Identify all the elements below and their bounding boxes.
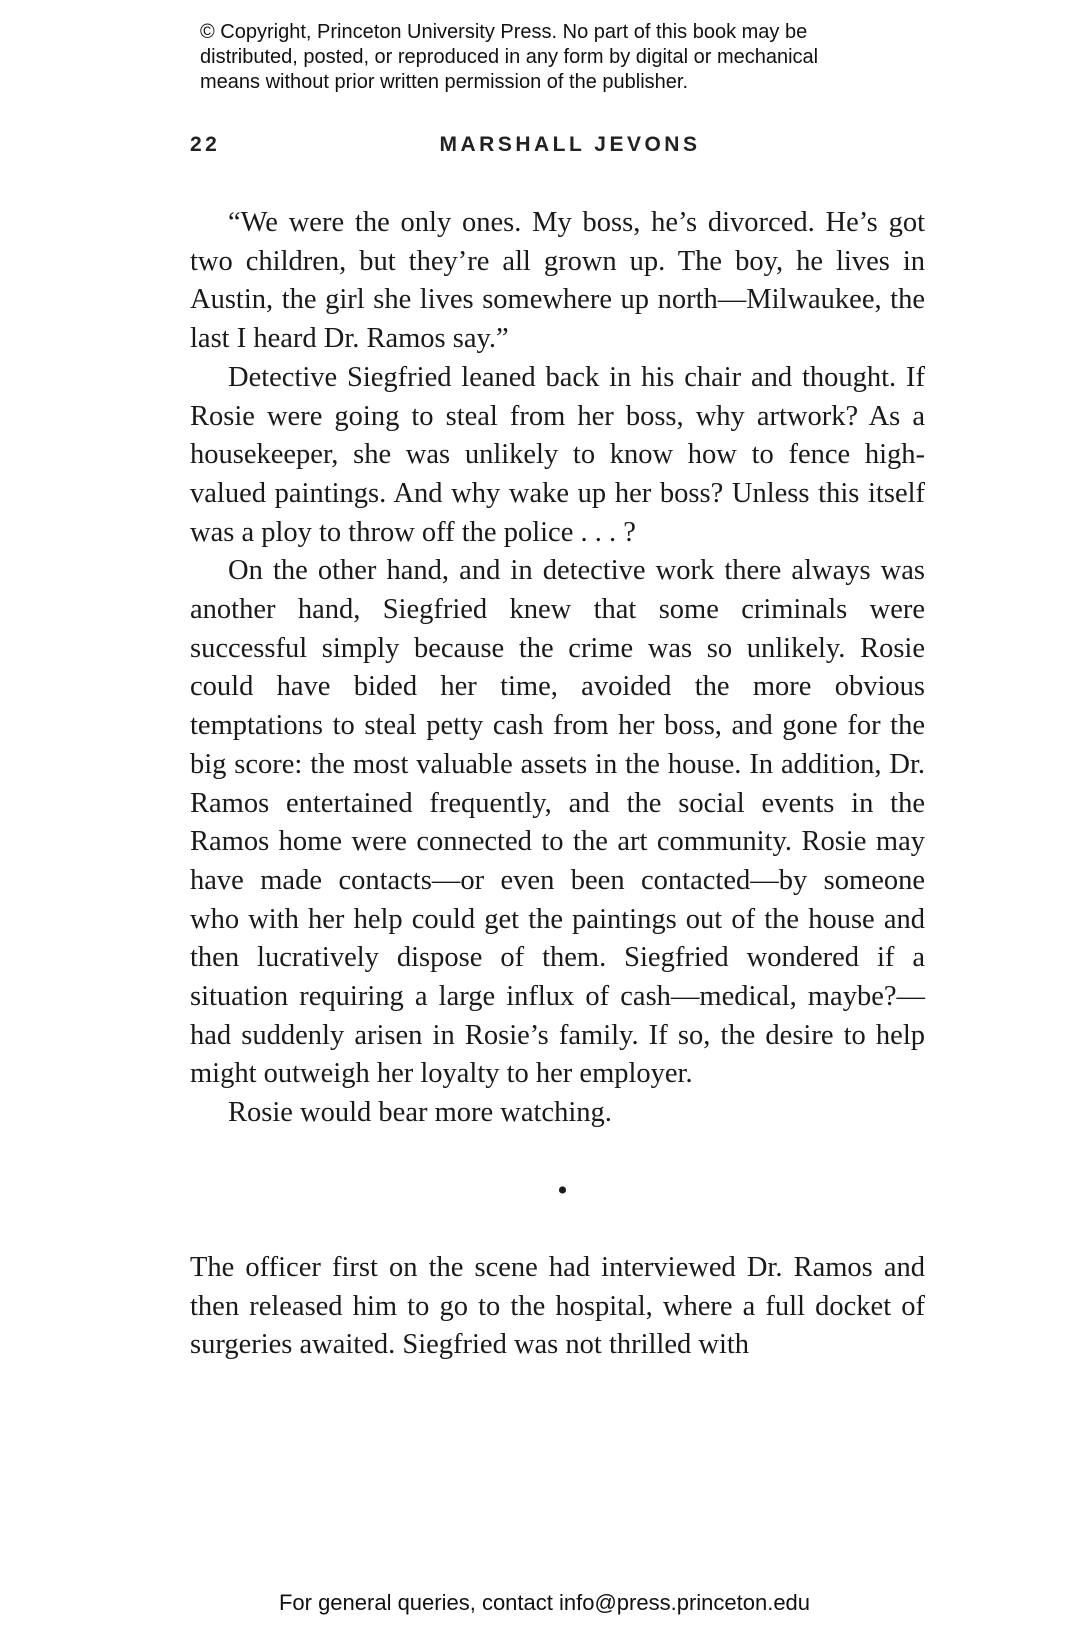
paragraph: “We were the only ones. My boss, he’s divorced. He’s got two children, but they’re all grown up. The boy, he lives in Austin, the girl she lives somewhere up north—Milwaukee, the last I heard Dr. Ramos say.” (190, 207, 925, 355)
copyright-line: © Copyright, Princeton University Press. No part of this book may be (200, 21, 808, 43)
paragraph: Detective Siegfried leaned back in his chair and thought. If Rosie were going to steal from her boss, why artwork? As a housekeeper, she was unlikely to know how to fence high-valued paintings. And why wake up her boss? Unless this itself was a ploy to throw off the police . . . ? (190, 361, 925, 548)
footer-contact: For general queries, contact info@press.princeton.edu (278, 1590, 811, 1615)
copyright-notice (200, 20, 900, 95)
copyright-line: distributed, posted, or reproduced in any form by digital or mechanical (200, 46, 819, 68)
body-text (190, 204, 925, 1365)
paragraph: On the other hand, and in detective work there always was another hand, Siegfried knew that some criminals were successful simply because the crime was so unlikely. Rosie could have bided her time, avoided the more obvious temptations to steal petty cash from her boss, and gone for the big score: the most valuable assets in the house. In addition, Dr. Ramos entertained frequently, and the social events in the Ramos home were connected to the art community. Rosie may have made contacts—or even been contacted—by someone who with her help could get the paintings out of the house and then lucratively dispose of them. Siegfried wondered if a situation requiring a large influx of cash—medical, maybe?—had suddenly arisen in Rosie’s family. If so, the desire to help might outweigh her loyalty to her employer. (190, 555, 925, 1090)
page-number: 22 (190, 133, 221, 156)
running-head (190, 133, 930, 163)
paragraph: Rosie would bear more watching. (228, 1097, 612, 1129)
running-title: MARSHALL JEVONS (439, 133, 701, 156)
paragraph: The officer first on the scene had interviewed Dr. Ramos and then released him to go to the hospital, where a full docket of surgeries awaited. Siegfried was not thrilled with (190, 1251, 925, 1361)
section-break: • (557, 1173, 568, 1207)
copyright-line: means without prior written permission of the publisher. (200, 71, 689, 93)
